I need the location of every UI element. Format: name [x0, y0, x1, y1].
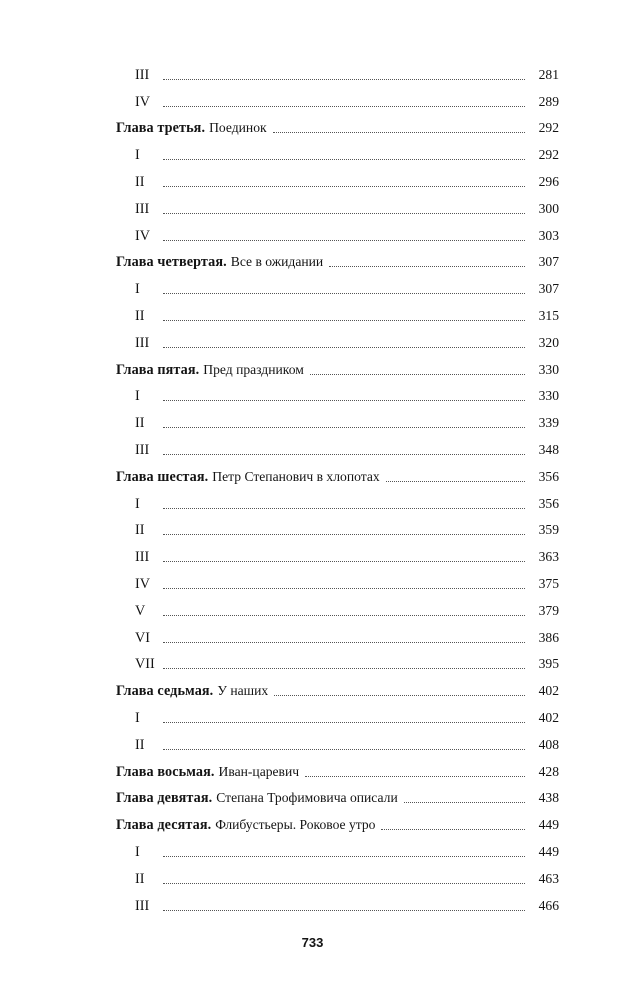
dot-leader [163, 347, 525, 348]
dot-leader [163, 427, 525, 428]
page-ref: 466 [538, 897, 559, 913]
toc-chapter-entry [0, 753, 625, 780]
chapter-heading: Глава четвертая. [116, 254, 227, 271]
chapter-title: Иван-царевич [218, 763, 300, 779]
toc-section-entry [0, 404, 625, 431]
chapter-heading: Глава десятая. [116, 817, 212, 834]
page-ref: 281 [538, 66, 559, 82]
page-ref: 402 [538, 709, 559, 725]
page-ref: 339 [538, 415, 559, 431]
toc-section-entry [0, 592, 625, 619]
section-number: II [135, 870, 145, 887]
dot-leader [163, 213, 525, 214]
page-ref: 408 [538, 736, 559, 752]
toc-section-entry [0, 538, 625, 565]
section-number: V [135, 602, 146, 619]
toc-chapter-entry [0, 110, 625, 137]
dot-leader [163, 588, 525, 589]
dot-leader [163, 240, 525, 241]
section-number: I [135, 147, 140, 164]
page-ref: 395 [538, 656, 559, 672]
chapter-title: Степана Трофимовича описали [216, 790, 398, 806]
toc-chapter-entry [0, 351, 625, 378]
page-ref: 307 [538, 254, 559, 270]
dot-leader [163, 722, 525, 723]
section-number: II [135, 415, 145, 432]
section-number: I [135, 843, 140, 860]
dot-leader [163, 534, 525, 535]
page-ref: 463 [538, 870, 559, 886]
toc-section-entry [0, 833, 625, 860]
dot-leader [404, 802, 525, 803]
chapter-title: Все в ожидании [230, 254, 324, 270]
toc-section-entry [0, 431, 625, 458]
page-ref: 379 [538, 602, 559, 618]
dot-leader [163, 79, 525, 80]
section-number: I [135, 281, 140, 298]
toc-section-entry [0, 83, 625, 110]
dot-leader [274, 695, 525, 696]
toc-chapter-entry [0, 672, 625, 699]
page-ref: 320 [538, 334, 559, 350]
toc-section-entry [0, 619, 625, 646]
toc-section-entry [0, 190, 625, 217]
chapter-heading: Глава третья. [116, 120, 206, 137]
dot-leader [273, 132, 525, 133]
toc-chapter-entry [0, 244, 625, 271]
section-number: III [135, 441, 150, 458]
page-ref: 375 [538, 575, 559, 591]
dot-leader [163, 400, 525, 401]
toc-section-entry [0, 726, 625, 753]
page-ref: 289 [538, 93, 559, 109]
toc-section-entry [0, 297, 625, 324]
section-number: II [135, 736, 145, 753]
chapter-title: У наших [217, 683, 269, 699]
dot-leader [381, 829, 525, 830]
page-ref: 386 [538, 629, 559, 645]
page-ref: 315 [538, 307, 559, 323]
chapter-title: Петр Степанович в хлопотах [212, 468, 380, 484]
page-ref: 348 [538, 441, 559, 457]
page-ref: 428 [538, 763, 559, 779]
toc-section-entry [0, 512, 625, 539]
dot-leader [163, 856, 525, 857]
toc-section-entry [0, 699, 625, 726]
dot-leader [163, 561, 525, 562]
dot-leader [163, 186, 525, 187]
chapter-heading: Глава седьмая. [116, 683, 214, 700]
page-ref: 363 [538, 549, 559, 565]
page-ref: 330 [538, 361, 559, 377]
page-ref: 449 [538, 817, 559, 833]
section-number: VII [135, 656, 155, 673]
chapter-heading: Глава восьмая. [116, 763, 215, 780]
toc-section-entry [0, 270, 625, 297]
dot-leader [310, 374, 525, 375]
page-ref: 300 [538, 200, 559, 216]
dot-leader [329, 266, 525, 267]
toc-section-entry [0, 324, 625, 351]
dot-leader [163, 749, 525, 750]
page-ref: 292 [538, 120, 559, 136]
toc-chapter-entry [0, 806, 625, 833]
toc-section-entry [0, 565, 625, 592]
dot-leader [163, 642, 525, 643]
dot-leader [163, 293, 525, 294]
chapter-heading: Глава девятая. [116, 790, 213, 807]
toc-section-entry [0, 887, 625, 914]
chapter-title: Флибустьеры. Роковое утро [215, 817, 376, 833]
section-number: I [135, 709, 140, 726]
section-number: IV [135, 93, 150, 110]
toc-section-entry [0, 378, 625, 405]
section-number: III [135, 549, 150, 566]
page-ref: 359 [538, 522, 559, 538]
section-number: III [135, 66, 150, 83]
page-ref: 330 [538, 388, 559, 404]
chapter-title: Пред праздником [203, 361, 304, 377]
toc-section-entry [0, 646, 625, 673]
section-number: VI [135, 629, 150, 646]
section-number: II [135, 522, 145, 539]
page-ref: 292 [538, 147, 559, 163]
chapter-heading: Глава пятая. [116, 361, 200, 378]
dot-leader [163, 159, 525, 160]
toc-section-entry [0, 860, 625, 887]
dot-leader [163, 508, 525, 509]
page-number: 733 [301, 935, 324, 950]
dot-leader [163, 883, 525, 884]
page-ref: 296 [538, 173, 559, 189]
dot-leader [163, 454, 525, 455]
dot-leader [163, 615, 525, 616]
chapter-heading: Глава шестая. [116, 468, 209, 485]
section-number: I [135, 388, 140, 405]
toc-section-entry [0, 217, 625, 244]
page-ref: 307 [538, 281, 559, 297]
section-number: IV [135, 227, 150, 244]
toc-section-entry [0, 163, 625, 190]
page-ref: 438 [538, 790, 559, 806]
chapter-title: Поединок [209, 120, 267, 136]
section-number: III [135, 334, 150, 351]
dot-leader [163, 320, 525, 321]
page-ref: 356 [538, 495, 559, 511]
table-of-contents [0, 56, 625, 914]
toc-section-entry [0, 136, 625, 163]
page-ref: 303 [538, 227, 559, 243]
page-ref: 449 [538, 843, 559, 859]
toc-chapter-entry [0, 780, 625, 807]
dot-leader [386, 481, 525, 482]
toc-section-entry [0, 56, 625, 83]
toc-section-entry [0, 485, 625, 512]
dot-leader [163, 668, 525, 669]
section-number: II [135, 173, 145, 190]
section-number: IV [135, 575, 150, 592]
page-ref: 402 [538, 683, 559, 699]
section-number: III [135, 200, 150, 217]
dot-leader [163, 106, 525, 107]
section-number: III [135, 897, 150, 914]
dot-leader [305, 776, 525, 777]
page-ref: 356 [538, 468, 559, 484]
section-number: II [135, 307, 145, 324]
section-number: I [135, 495, 140, 512]
toc-chapter-entry [0, 458, 625, 485]
dot-leader [163, 910, 525, 911]
